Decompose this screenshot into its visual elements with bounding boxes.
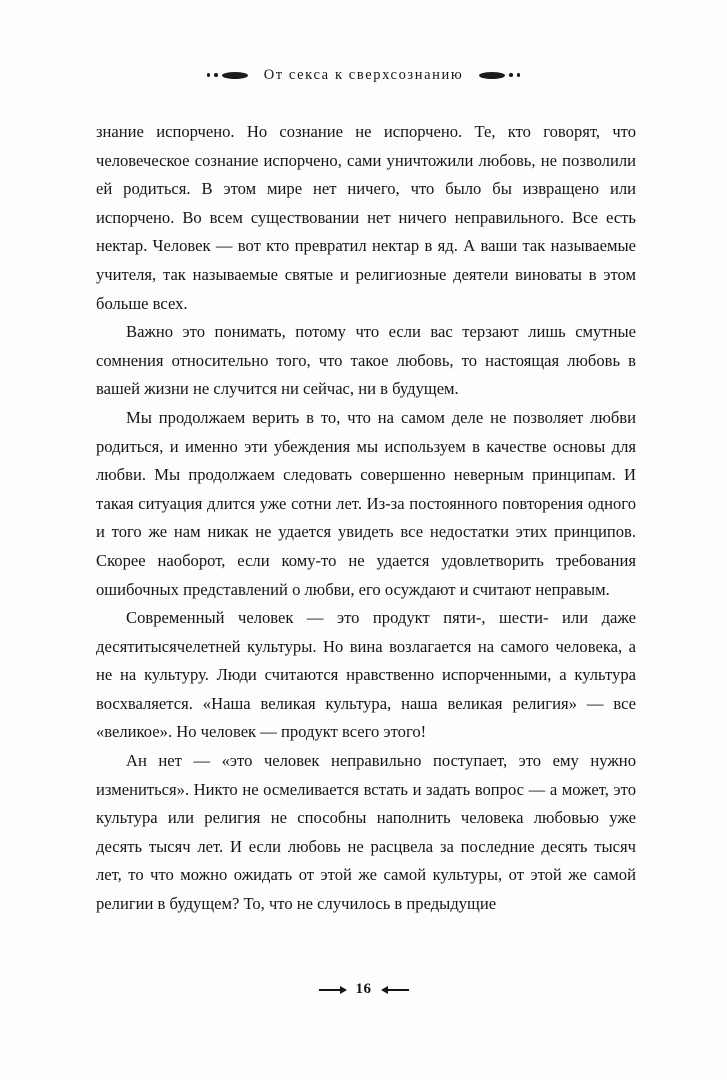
arrow-left-icon bbox=[381, 986, 409, 994]
paragraph: Важно это понимать, потому что если вас терзают лишь смутные сомнения относительно того, что такое любовь, то настоящая любовь в вашей жизни не случится ни сейчас, ни в будущем. bbox=[96, 322, 636, 399]
paragraph: Ан нет — «это человек неправильно поступает, это ему нужно измениться». Никто не осмеливается встать и задать вопрос — а может, это культура или религия не способны наполнить человека любовью уже десять тысяч лет. И если любовь не расцвела за последние десять тысяч лет, то что можно ожидать от этой же самой культуры, от этой же самой религии в будущем? То, что не случилось в предыдущие bbox=[96, 751, 636, 914]
paragraph: Мы продолжаем верить в то, что на самом деле не позволяет любви родиться, и именно эти убеждения мы используем в качестве основы для любви. Мы продолжаем следовать совершенно неверным принципам. И такая ситуация длится уже сотни лет. Из-за постоянного повторения одного и того же нам никак не удается увидеть все недостатки этих принципов. Скорее наоборот, если кому-то не удается удовлетворить требования ошибочных представлений о любви, его осуждают и считают неправым. bbox=[96, 407, 636, 599]
arrow-right-icon bbox=[319, 986, 347, 994]
paragraph: знание испорчено. Но сознание не испорчено. Те, кто говорят, что человеческое сознание испорчено, сами уничтожили любовь, не позволили ей родиться. В этом мире нет ничего, что было бы извращено или испорчено. Во всем существовании нет ничего неправильного. Все есть нектар. Человек — вот кто превратил нектар в яд. А ваши так называемые учителя, так называемые святые и религиозные деятели виноваты в этом больше всех. bbox=[96, 122, 636, 313]
leaf-ornament-icon bbox=[479, 72, 520, 79]
page-footer bbox=[0, 981, 727, 998]
page-header-title: От секса к сверхсознанию bbox=[263, 66, 464, 83]
page-body bbox=[96, 118, 636, 919]
running-head bbox=[0, 60, 727, 90]
leaf-ornament-icon bbox=[207, 72, 248, 79]
page-number: 16 bbox=[355, 981, 372, 997]
paragraph: Современный человек — это продукт пяти-, шести- или даже десятитысячелетней культуры. Но вина возлагается на самого человека, а не на культуру. Люди считаются нравственно испорченными, а культура восхваляется. «Наша великая культура, наша великая религия» — все «великое». Но человек — продукт всего этого! bbox=[96, 608, 636, 742]
